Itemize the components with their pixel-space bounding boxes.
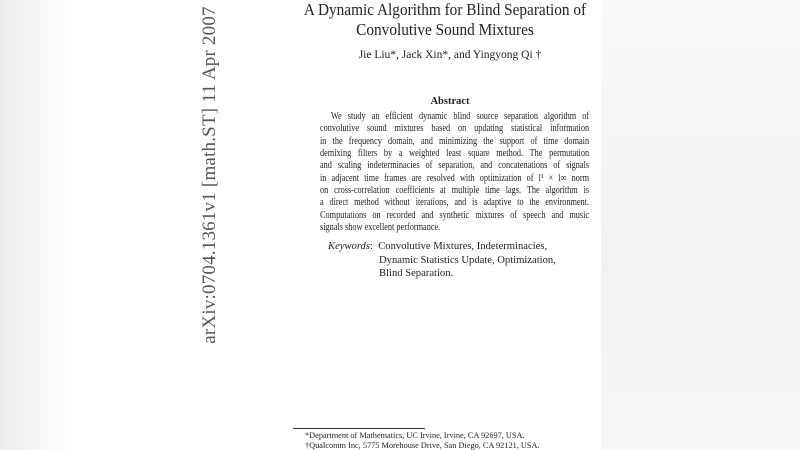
keywords: Keywords: Convolutive Mixtures, Indeterminacies, Dynamic Statistics Update, Optimization, Blind Separation. [328, 241, 556, 279]
footnote-2: †Qualcomm Inc, 5775 Morehouse Drive, San Diego, CA 92121, USA. [305, 441, 540, 450]
abstract-line: on cross-correlation coefficients at multiple time lags. The algorithm is [320, 185, 590, 197]
abstract-line: and scaling indeterminacies of separation, and concatenations of signals [320, 160, 590, 172]
authors: Jie Liu*, Jack Xin*, and Yingyong Qi † [358, 49, 542, 61]
abstract-line: a direct method without iterations, and is adaptive to the environment. [320, 197, 590, 209]
arxiv-stamp: arXiv:0704.1361v1 [math.ST] 11 Apr 2007 [199, 6, 220, 344]
background-pane [601, 0, 800, 450]
abstract-body [320, 111, 589, 234]
footnote-rule [293, 428, 425, 429]
abstract-line: signals show excellent performance. [320, 222, 441, 234]
keywords-label: Keywords [328, 241, 370, 252]
abstract-line: Computations on recorded and synthetic mixtures of speech and music [320, 209, 590, 221]
keywords-line: Blind Separation. [379, 268, 454, 279]
abstract-line: demixing filters by a weighted least square method. The permutation [320, 148, 590, 160]
abstract-line: in the frequency domain, and minimizing the support of time domain [320, 135, 590, 147]
keywords-line: Convolutive Mixtures, Indeterminacies, [378, 241, 548, 252]
keywords-line: Dynamic Statistics Update, Optimization, [379, 254, 556, 266]
abstract-line: We study an efficient dynamic blind source separation algorithm of [330, 111, 590, 122]
abstract-heading: Abstract [430, 96, 470, 107]
abstract-line: in adjacent time frames are resolved with optimization of l¹ × l∞ norm [320, 172, 590, 184]
paper-title-line-1: A Dynamic Algorithm for Blind Separation of [303, 0, 587, 19]
footnote-1: *Department of Mathematics, UC Irvine, Irvine, CA 92697, USA. [305, 431, 525, 440]
paper-title-line-2: Convolutive Sound Mixtures [356, 20, 534, 39]
abstract-line: convolutive sound mixtures based on updating statistical information [320, 123, 590, 135]
